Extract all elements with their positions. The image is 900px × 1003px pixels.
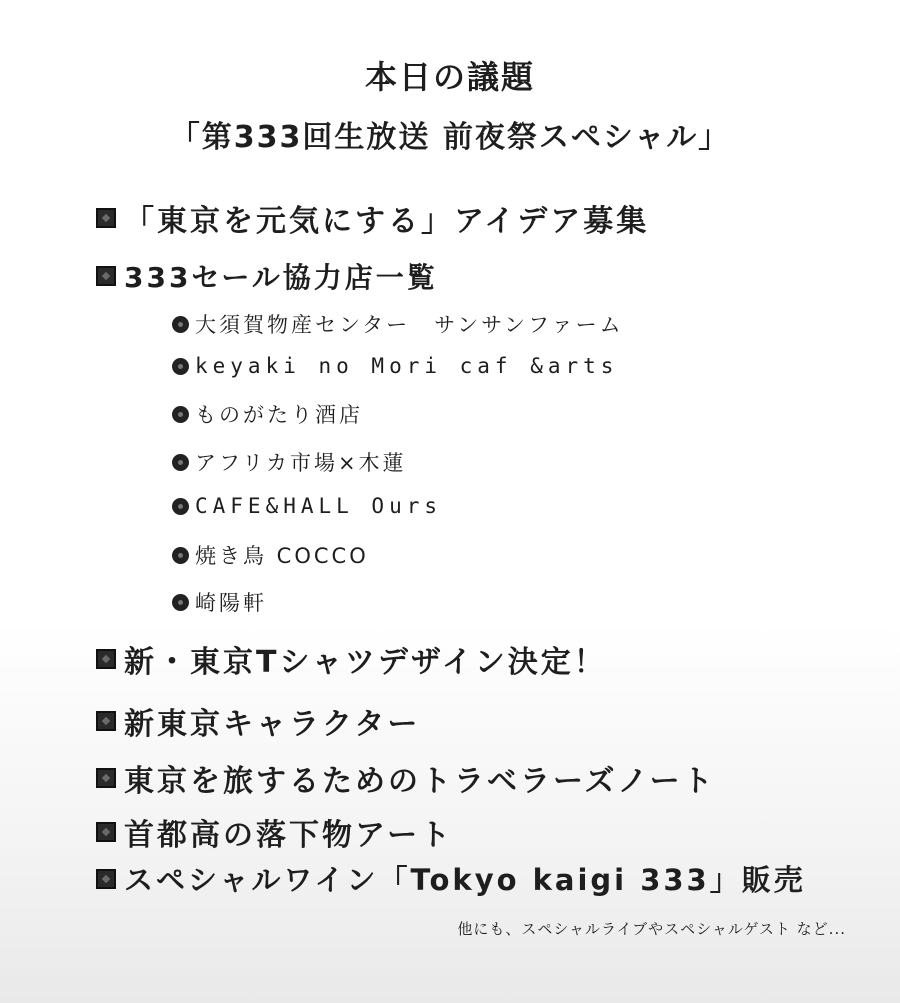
square-bullet-icon [96, 266, 116, 286]
shop-list-item [172, 399, 363, 429]
agenda-item [96, 637, 607, 681]
square-bullet-icon [96, 711, 116, 731]
round-bullet-icon [172, 316, 189, 333]
square-bullet-icon [96, 208, 116, 228]
round-bullet-icon [172, 547, 189, 564]
square-bullet-icon [96, 768, 116, 788]
agenda-item-label: 333セール協力店一覧 [124, 261, 438, 294]
agenda-item-label: 新東京キャラクター [124, 707, 421, 742]
shop-name: CAFE&HALL Ours [195, 494, 443, 518]
round-bullet-icon [172, 594, 189, 611]
round-bullet-icon [172, 498, 189, 515]
agenda-item [96, 858, 806, 899]
round-bullet-icon [172, 454, 189, 471]
shop-list-item [172, 309, 624, 339]
page-title: 本日の議題 [364, 58, 535, 96]
shop-name: 崎陽軒 [195, 591, 267, 615]
square-bullet-icon [96, 649, 116, 669]
shop-name: keyaki no Mori caf &arts [195, 354, 619, 378]
agenda-item [96, 699, 420, 743]
shop-list-item [172, 540, 369, 570]
shop-list-item [172, 587, 267, 617]
agenda-item-label: 首都高の落下物アート [124, 818, 454, 853]
shop-name: アフリカ市場×木蓮 [195, 451, 407, 475]
agenda-item-label: 新・東京Tシャツデザイン決定！ [124, 645, 607, 680]
shop-list-item [172, 447, 407, 477]
agenda-item [96, 756, 716, 800]
agenda-item [96, 196, 649, 240]
agenda-item-label: 東京を旅するためのトラベラーズノート [124, 764, 716, 799]
round-bullet-icon [172, 406, 189, 423]
shop-name: ものがたり酒店 [195, 403, 363, 427]
agenda-item [96, 810, 453, 854]
square-bullet-icon [96, 869, 116, 889]
agenda-item-label: スペシャルワイン「Tokyo kaigi 333」販売 [124, 863, 806, 897]
shop-name: 焼き鳥 COCCO [195, 544, 369, 568]
round-bullet-icon [172, 358, 189, 375]
shop-name: 大須賀物産センター サンサンファーム [195, 313, 624, 337]
shop-list-item [172, 354, 618, 378]
agenda-item [96, 256, 438, 296]
page-subtitle: 「第333回生放送 前夜祭スペシャル」 [169, 120, 731, 155]
agenda-item-label: 「東京を元気にする」アイデア募集 [124, 204, 650, 239]
footnote: 他にも、スペシャルライブやスペシャルゲスト など... [457, 920, 846, 938]
square-bullet-icon [96, 822, 116, 842]
shop-list-item [172, 494, 442, 518]
